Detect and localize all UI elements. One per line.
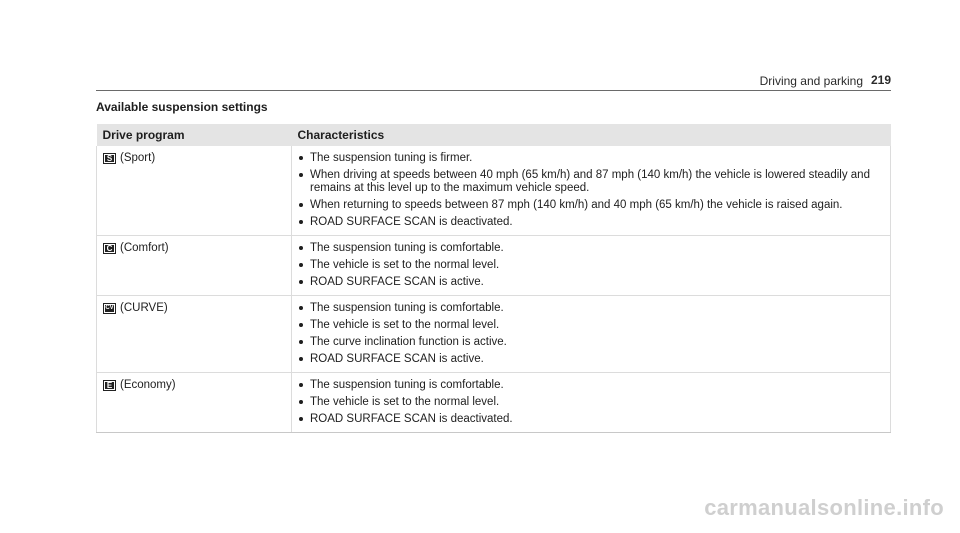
page-header xyxy=(96,74,891,91)
list-item: The suspension tuning is comfortable. xyxy=(298,242,884,255)
list-item: ROAD SURFACE SCAN is active. xyxy=(298,276,884,289)
drive-program-cell xyxy=(97,146,292,236)
list-item: The suspension tuning is comfortable. xyxy=(298,379,884,392)
table-row xyxy=(97,296,891,373)
drive-program-cell xyxy=(97,236,292,296)
drive-program-label: (Sport) xyxy=(120,152,156,164)
sport-mode-icon: S xyxy=(103,153,116,164)
list-item: The suspension tuning is firmer. xyxy=(298,152,884,165)
list-item: ROAD SURFACE SCAN is deactivated. xyxy=(298,216,884,229)
drive-program-cell xyxy=(97,373,292,433)
table-row xyxy=(97,373,891,433)
characteristics-cell xyxy=(292,296,891,373)
section-title: Available suspension settings xyxy=(96,100,268,114)
watermark: carmanualsonline.info xyxy=(704,495,944,520)
drive-program-label: (CURVE) xyxy=(120,302,168,314)
characteristics-cell xyxy=(292,236,891,296)
comfort-mode-icon: C xyxy=(103,243,116,254)
drive-program-label: (Comfort) xyxy=(120,242,169,254)
list-item: The vehicle is set to the normal level. xyxy=(298,259,884,272)
column-header-drive-program: Drive program xyxy=(97,124,292,146)
drive-program-cell xyxy=(97,296,292,373)
column-header-characteristics: Characteristics xyxy=(292,124,891,146)
list-item: The vehicle is set to the normal level. xyxy=(298,319,884,332)
table-row xyxy=(97,236,891,296)
list-item: When returning to speeds between 87 mph (140 km/h) and 40 mph (65 km/h) the vehicle is raised again. xyxy=(298,199,884,212)
table-row xyxy=(97,146,891,236)
list-item: ROAD SURFACE SCAN is deactivated. xyxy=(298,413,884,426)
characteristics-cell xyxy=(292,146,891,236)
list-item: The curve inclination function is active. xyxy=(298,336,884,349)
list-item: When driving at speeds between 40 mph (65 km/h) and 87 mph (140 km/h) the vehicle is lowered steadily and remains at this level up to the maximum vehicle speed. xyxy=(298,169,884,195)
suspension-settings-table xyxy=(96,124,891,433)
list-item: The suspension tuning is comfortable. xyxy=(298,302,884,315)
characteristics-cell xyxy=(292,373,891,433)
list-item: ROAD SURFACE SCAN is active. xyxy=(298,353,884,366)
drive-program-label: (Economy) xyxy=(120,379,176,391)
chapter-title: Driving and parking xyxy=(759,74,863,88)
page-number: 219 xyxy=(870,73,891,87)
curve-mode-icon: CV xyxy=(103,303,116,314)
table-header-row xyxy=(97,124,891,146)
list-item: The vehicle is set to the normal level. xyxy=(298,396,884,409)
economy-mode-icon: E xyxy=(103,380,116,391)
